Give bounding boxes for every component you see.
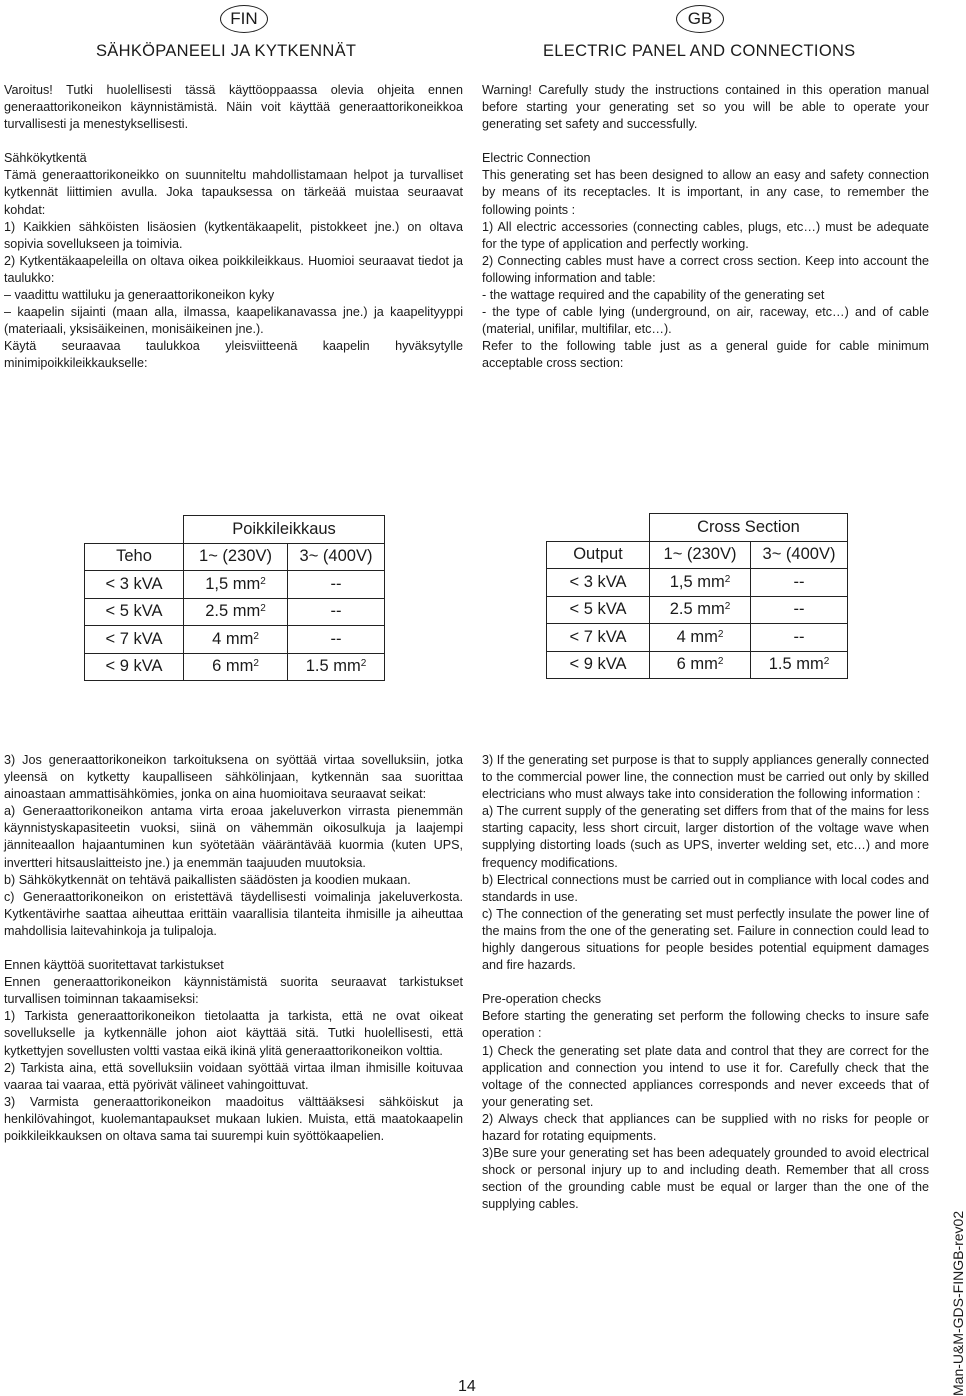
- table-header: 3~ (400V): [751, 541, 848, 569]
- document-code: Man-U&M-GDS-FINGB-rev02: [950, 1210, 966, 1396]
- fi-connection-heading: Sähkökytkentä: [4, 151, 87, 166]
- en-paragraph: Before starting the generating set perform the following checks to insure safe operation :: [482, 1009, 929, 1041]
- en-section-title: ELECTRIC PANEL AND CONNECTIONS: [543, 42, 856, 60]
- fi-intro-column: [4, 82, 463, 373]
- fi-paragraph: c) Generaattorikoneikon on eristettävä täydellisesti voimalinja jakeluverkosta. Kytkentävirhe saattaa aiheuttaa erittäin vaarallisia tilanteita ihmisille ja aiheuttaa mahdollisia laitevahinkoja ja tulipaloja.: [4, 889, 463, 938]
- en-bottom-column: [482, 752, 929, 1213]
- fi-paragraph: 3) Jos generaattorikoneikon tarkoituksena on syöttää virtaa sovelluksiin, jotka yleensä on kytketty kaupalliseen sähkölinjaan, kytkennän saa suorittaa ainoastaan ammattisähkömies, jonka on aina huomioitava seuraavat seikat:: [4, 753, 463, 802]
- table-row: < 7 kVA 4 $mm^2$ --: [85, 626, 385, 654]
- table-row: < 9 kVA 6 $mm^2$ 1.5 $mm^2$: [85, 653, 385, 681]
- en-warning: Warning! Carefully study the instructions contained in this operation manual before starting your generating set so you will be able to operate your generating set safety and successfully.: [482, 83, 929, 132]
- fin-language-badge: FIN: [220, 5, 268, 33]
- fi-dash-item: – vaadittu wattiluku ja generaattorikoneikon kyky: [4, 288, 275, 303]
- table-row: < 5 kVA 2.5 $mm^2$ --: [547, 596, 848, 624]
- table-header: 3~ (400V): [288, 543, 385, 571]
- fi-paragraph: a) Generaattorikoneikon antama virta eroaa jakeluverkon virrasta pienemmän käynnistyskapasiteetin vuoksi, siinä on vähemmän oikosulkuja ja laajempi jänniteaallon hajaantuminen kun syötetään vääräntävää kuormia (kuten UPS, invertteri hitsauslaitteisto jne.) ja enemmän taajuuden muutoksia.: [4, 804, 463, 870]
- fi-paragraph: 1) Tarkista generaattorikoneikon tietolaatta ja tarkista, että ne ovat oikeat sovellukselle ja kytkennälle johon aiot käyttää sitä. Tutki huolellisesti, että kytkettyjen sovellusten voltti vastaa eikä ikinä ylitä generaattorikoneikon volttia.: [4, 1009, 463, 1058]
- en-dash-item: - the wattage required and the capability of the generating set: [482, 288, 825, 303]
- fi-paragraph: 2) Tarkista aina, että sovelluksiin voidaan syöttää virtaa ilman ihmisille koituvaa vaaraa tai vaaraa, että pyörivät välineet vahingoittuvat.: [4, 1060, 463, 1092]
- fi-paragraph: Tämä generaattorikoneikko on suunniteltu mahdollistamaan helpot ja turvalliset kytkennät liittimien avulla. Joka tapauksessa on tärkeää muistaa seuraavat kohdat:: [4, 168, 463, 217]
- fi-checks-heading: Ennen käyttöä suoritettavat tarkistukset: [4, 958, 224, 973]
- table-header: 1~ (230V): [184, 543, 288, 571]
- en-paragraph: c) The connection of the generating set must perfectly insulate the power line of the mains from the one of the generating set. Failure in connection could lead to highly dangerous situations for people besides potential equipment damages and fire hazards.: [482, 906, 929, 973]
- en-paragraph: 3) If the generating set purpose is that to supply appliances generally connected to the commercial power line, the connection must be carried out only by skilled electricians who must always take into consideration the following information :: [482, 753, 929, 802]
- en-paragraph: b) Electrical connections must be carried out in compliance with local codes and standards in use.: [482, 872, 929, 904]
- fi-paragraph: Ennen generaattorikoneikon käynnistämistä suorita seuraavat tarkistukset turvallisen toiminnan takaamiseksi:: [4, 975, 463, 1007]
- fi-paragraph: 2) Kytkentäkaapeleilla on oltava oikea poikkileikkaus. Huomioi seuraavat tiedot ja taulukko:: [4, 253, 463, 285]
- fi-dash-item: – kaapelin sijainti (maan alla, ilmassa, kaapelikanavassa jne.) ja kaapelityyppi (materiaali, yksisäikeinen, monisäikeinen jne.).: [4, 305, 463, 337]
- table-group-header: Cross Section: [650, 514, 848, 542]
- fi-paragraph: 3) Varmista generaattorikoneikon maadoitus välttääksesi sähköiskut ja henkilövahingot, kuolemantapaukset mukaan lukien. Muista, että maatokaapelin poikkileikkauksen on oltava sama tai suurempi kuin syöttökaapelien.: [4, 1094, 463, 1143]
- table-row: < 9 kVA 6 $mm^2$ 1.5 $mm^2$: [547, 651, 848, 679]
- fi-paragraph: b) Sähkökytkennät on tehtävä paikallisten säädösten ja koodien mukaan.: [4, 872, 411, 887]
- table-row: < 7 kVA 4 $mm^2$ --: [547, 624, 848, 652]
- en-dash-item: - the type of cable lying (underground, on air, raceway, etc…) and of cable (material, unifilar, multifilar, etc…).: [482, 305, 929, 337]
- fi-warning: Varoitus! Tutki huolellisesti tässä käyttöoppaassa olevia ohjeita ennen generaattorikoneikon käynnistämistä. Näin voit käyttää generaattorikoneikkoa turvallisesti ja menestyksellisesti.: [4, 83, 463, 132]
- en-paragraph: a) The current supply of the generating set differs from that of the mains for less starting capacity, less short circuit, larger distortion of the voltage wave when supplying distorting loads (such as UPS, inverter welding set, etc…) and more frequency modifications.: [482, 804, 929, 870]
- en-paragraph: This generating set has been designed to allow an easy and safety connection by means of its receptacles. It is important, in any case, to remember the following points :: [482, 168, 929, 217]
- table-header: 1~ (230V): [650, 541, 751, 569]
- fi-paragraph: 1) Kaikkien sähköisten lisäosien (kytkentäkaapelit, pistokkeet jne.) on oltava sopivia sovellukseen ja toimivia.: [4, 219, 463, 251]
- page-number: 14: [458, 1378, 476, 1395]
- fi-paragraph: Käytä seuraavaa taulukkoa yleisviitteenä kaapelin hyväksytylle minimipoikkileikkaukselle:: [4, 339, 463, 371]
- table-header: Output: [547, 541, 650, 569]
- fi-bottom-column: [4, 752, 463, 1145]
- table-row: < 5 kVA 2.5 $mm^2$ --: [85, 598, 385, 626]
- table-group-header: Poikkileikkaus: [184, 516, 385, 544]
- table-row: < 3 kVA 1,5 $mm^2$ --: [547, 569, 848, 597]
- en-connection-heading: Electric Connection: [482, 151, 591, 166]
- en-paragraph: 2) Connecting cables must have a correct cross section. Keep into account the following information and table:: [482, 253, 929, 285]
- en-paragraph: Refer to the following table just as a general guide for cable minimum acceptable cross section:: [482, 339, 929, 371]
- fi-section-title: SÄHKÖPANEELI JA KYTKENNÄT: [96, 42, 357, 60]
- en-paragraph: 1) All electric accessories (connecting cables, plugs, etc…) must be adequate for the type of application and perfectly working.: [482, 219, 929, 251]
- en-paragraph: 2) Always check that appliances can be supplied with no risks for people or hazard for rotating equipments.: [482, 1111, 929, 1143]
- en-cross-section-table: [546, 513, 848, 679]
- en-paragraph: 3)Be sure your generating set has been adequately grounded to avoid electrical shock or personal injury up to and including death. Remember that all cross section of the grounding cable must be equal or larger than the one of the supplying cables.: [482, 1146, 929, 1212]
- table-header: Teho: [85, 543, 184, 571]
- gb-language-badge: GB: [676, 5, 724, 33]
- en-intro-column: [482, 82, 929, 373]
- en-checks-heading: Pre-operation checks: [482, 992, 602, 1007]
- en-paragraph: 1) Check the generating set plate data and control that they are correct for the application and connection you intend to use it for. Carefully check that the voltage of the connected appliances corresponds and never exceeds that of your generating set.: [482, 1043, 929, 1109]
- table-row: < 3 kVA 1,5 $mm^2$ --: [85, 571, 385, 599]
- fi-cross-section-table: [84, 515, 385, 681]
